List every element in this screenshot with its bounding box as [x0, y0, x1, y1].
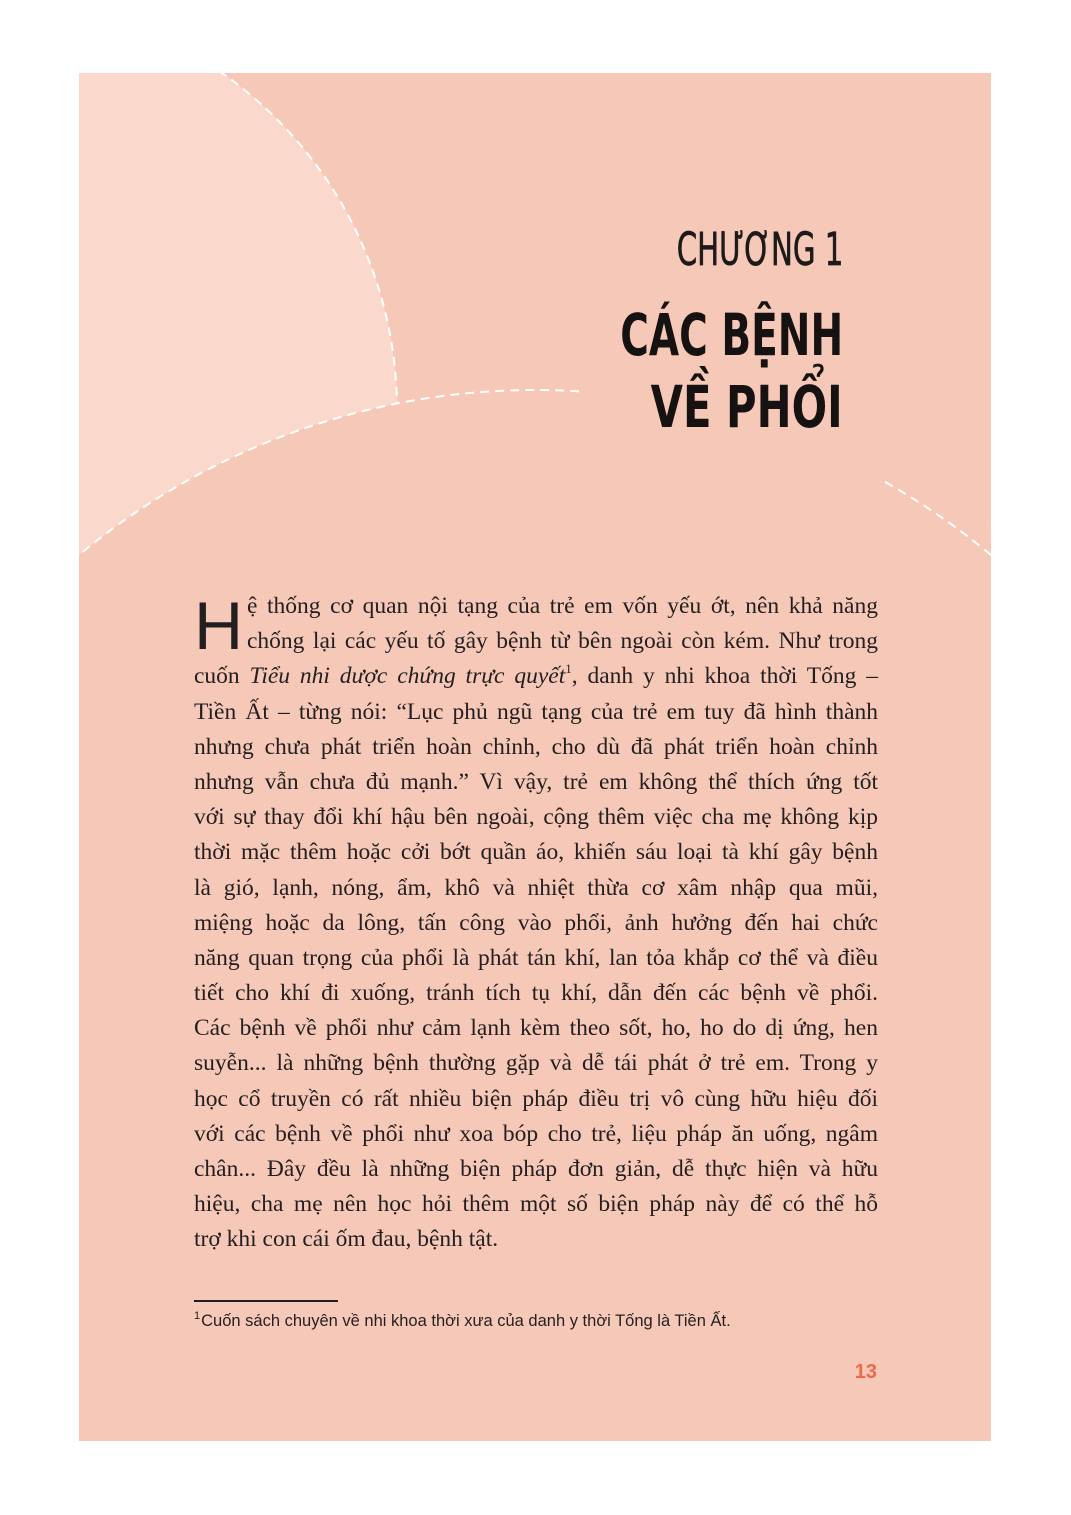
body-line-text: cuốn	[194, 663, 250, 690]
body-line: chân... Đây đều là những biện pháp đơn giản, dễ thực hiện và hữu	[194, 1156, 878, 1182]
chapter-title-line-1: CÁC BỆNH	[620, 301, 843, 369]
book-title-italic: Tiểu nhi dược chứng trực quyết	[249, 663, 566, 690]
chapter-title-line-2: VỀ PHỔI	[651, 373, 843, 441]
body-line: năng quan trọng của phổi là phát tán khí, lan tỏa khắp cơ thể và điều	[194, 944, 878, 971]
footnote-divider	[194, 1300, 338, 1302]
body-line: suyễn... là những bệnh thường gặp và dễ tái phát ở trẻ em. Trong y	[194, 1050, 878, 1077]
body-line: nhưng vẫn chưa đủ mạnh.” Vì vậy, trẻ em không thể thích ứng tốt	[194, 768, 878, 795]
body-line: là gió, lạnh, nóng, ẩm, khô và nhiệt thừa cơ xâm nhập qua mũi,	[194, 874, 878, 901]
body-line: chống lại các yếu tố gây bệnh từ bên ngoài còn kém. Như trong	[247, 628, 878, 655]
footnote-text: Cuốn sách chuyên về nhi khoa thời xưa của danh y thời Tống là Tiền Ất.	[201, 1312, 731, 1330]
footnote	[194, 1311, 731, 1331]
body-line: hiệu, cha mẹ nên học hỏi thêm một số biện pháp này để có thể hỗ	[194, 1191, 878, 1218]
body-line	[194, 659, 878, 694]
body-line: miệng hoặc da lông, tấn công vào phổi, ảnh hưởng đến hai chức	[194, 909, 878, 936]
body-line: học cổ truyền có rất nhiều biện pháp điều trị vô cùng hữu hiệu đối	[194, 1085, 878, 1112]
body-line: ệ thống cơ quan nội tạng của trẻ em vốn yếu ớt, nên khả năng	[247, 593, 878, 619]
body-paragraph	[194, 589, 878, 1258]
page-number: 13	[854, 1361, 877, 1383]
chapter-label: CHƯƠNG 1	[676, 223, 843, 276]
body-line: Tiền Ất – từng nói: “Lục phủ ngũ tạng của trẻ em tuy đã hình thành	[194, 698, 878, 725]
body-line: thời mặc thêm hoặc cởi bớt quần áo, khiến sáu loại tà khí gây bệnh	[194, 839, 878, 866]
body-line: với sự thay đổi khí hậu bên ngoài, cộng thêm việc cha mẹ không kịp	[194, 804, 878, 831]
body-line: với các bệnh về phổi như xoa bóp cho trẻ, liệu pháp ăn uống, ngâm	[194, 1120, 878, 1147]
footnote-reference: 1	[565, 661, 572, 677]
body-line: nhưng chưa phát triển hoàn chỉnh, cho dù đã phát triển hoàn chỉnh	[194, 733, 878, 760]
body-line-text: , danh y nhi khoa thời Tống –	[571, 663, 878, 690]
footnote-mark: 1	[194, 1310, 201, 1322]
body-line: Các bệnh về phổi như cảm lạnh kèm theo sốt, ho, ho do dị ứng, hen	[194, 1015, 878, 1042]
body-line: trợ khi con cái ốm đau, bệnh tật.	[194, 1226, 499, 1253]
drop-cap: H	[194, 588, 244, 664]
body-line: tiết cho khí đi xuống, tránh tích tụ khí, dẫn đến các bệnh về phổi.	[194, 980, 878, 1007]
